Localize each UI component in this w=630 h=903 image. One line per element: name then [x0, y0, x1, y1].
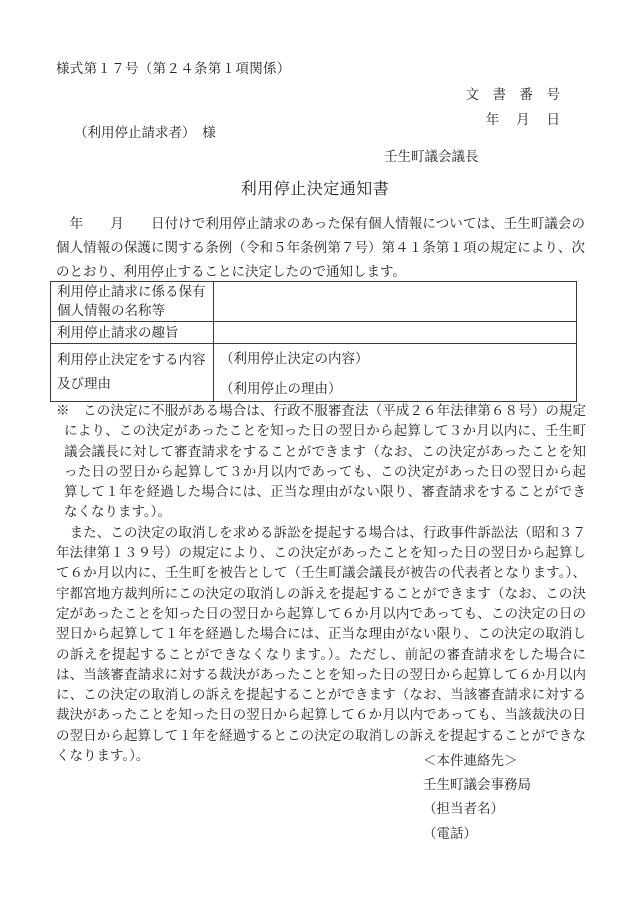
table-row [51, 282, 577, 322]
sender: 壬生町議会議長 [384, 149, 479, 164]
row-value-held-info-name [214, 282, 577, 322]
note-paragraph-appeal: ※ この決定に不服がある場合は、行政不服審査法（平成２６年法律第６８号）の規定により、この決定があったことを知った日の翌日から起算して３か月以内に、壬生町議会議長に対して審査請求をすることができます（なお、この決定があったことを知った日の翌日から起算して３か月以内であっても、この決定があった日の翌日から起算して１年を経過した場合には、正当な理由がない限り、審査請求をすることができなくなります。）。 [56, 403, 586, 520]
document-meta [466, 82, 561, 132]
contact-phone: （電話） [423, 825, 477, 841]
row-value-decision-content-reason [214, 344, 577, 402]
appeal-note [56, 401, 586, 766]
doc-number-label: 文 書 番 号 [465, 87, 560, 102]
table-row [51, 344, 577, 402]
addressee: （利用停止請求者） 様 [74, 125, 216, 140]
row-label-decision-content-reason: 利用停止決定をする内容及び理由 [51, 344, 214, 402]
note-paragraph-lawsuit: また、この決定の取消しを求める訴訟を提起する場合は、行政事件訴訟法（昭和３７年法律第１３９号）の規定により、この決定があったことを知った日の翌日から起算して６か月以内に、壬生町を被告として（壬生町議会議長が被告の代表者となります。）、宇都宮地方裁判所にこの決定の取消しの訴えを提起することができます（なお、この決定があったことを知った日の翌日から起算して６か月以内であっても、この決定の日の翌日から起算して１年を経過した場合には、正当な理由がない限り、この決定の取消しの訴えを提起することができなくなります。）。ただし、前記の審査請求をした場合には、当該審査請求に対する裁決があったことを知った日の翌日から起算して６か月以内に、この決定の取消しの訴えを提起することができます（なお、当該審査請求に対する裁決があったことを知った日の翌日から起算して６か月以内であっても、当該裁決の日の翌日から起算して１年を経過するとこの決定の取消しの訴えを提起することができなくなります。）。 [56, 524, 586, 764]
table-row [51, 322, 577, 344]
contact-office: 壬生町議会事務局 [423, 777, 531, 793]
contact-block [423, 749, 531, 846]
body-paragraph: 年 月 日付けで利用停止請求のあった保有個人情報については、壬生町議会の個人情報の保護に関する条例（令和５年条例第７号）第４１条第１項の規定により、次のとおり、利用停止することに決定したので通知します。 [56, 216, 585, 279]
row-label-request-purpose: 利用停止請求の趣旨 [51, 322, 214, 344]
decision-content-placeholder: （利用停止決定の内容） [220, 351, 369, 366]
page-title: 利用停止決定通知書 [240, 181, 390, 198]
row-label-held-info-name: 利用停止請求に係る保有個人情報の名称等 [51, 282, 214, 322]
contact-heading: ＜本件連絡先＞ [423, 753, 518, 768]
decision-table [50, 281, 577, 402]
contact-person: （担当者名） [423, 801, 504, 817]
row-value-request-purpose [214, 322, 577, 344]
date-line: 年 月 日 [485, 112, 560, 127]
decision-reason-placeholder: （利用停止の理由） [220, 381, 342, 396]
form-number: 様式第１７号（第２４条第１項関係） [56, 61, 291, 76]
